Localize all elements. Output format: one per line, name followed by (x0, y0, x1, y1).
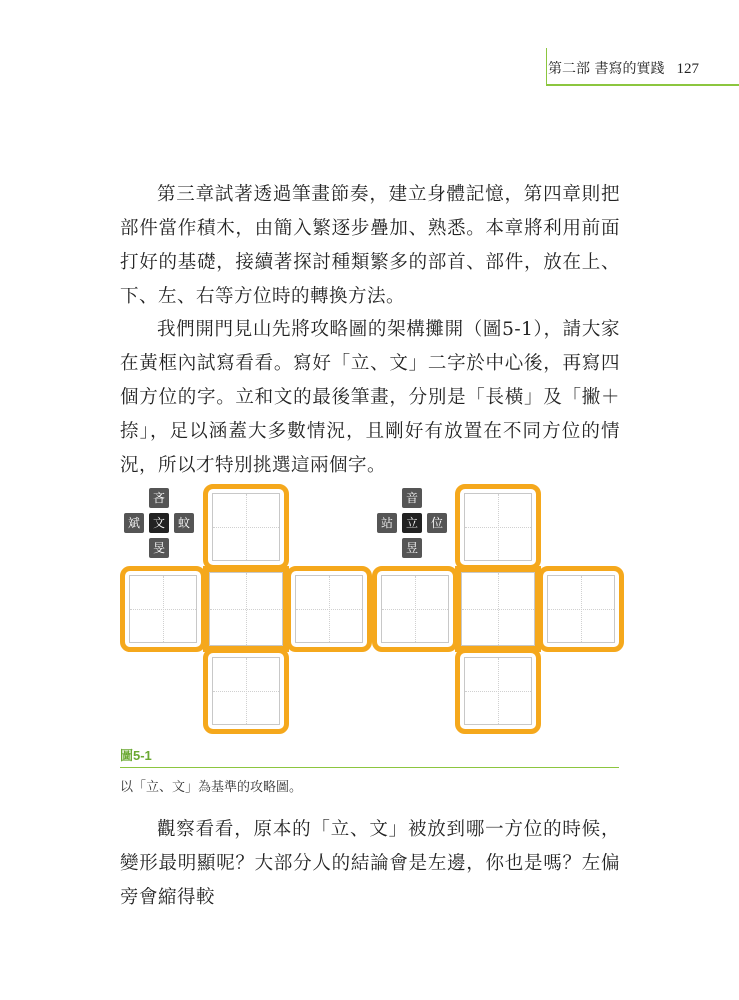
figure-rule (120, 767, 619, 768)
running-head-title: 第二部 書寫的實踐 (548, 61, 665, 77)
body-paragraph: 我們開門見山先將攻略圖的架構攤開（圖5-1），請大家在黃框內試寫看看。寫好「立、文」二字於中心後，再寫四個方位的字。立和文的最後筆畫，分別是「長橫」及「撇＋捺」，足以涵蓋大多數情況，且剛好有放置在不同方位的情況，所以才特別挑選這兩個字。 (120, 319, 620, 476)
figure-label: 圖5-1 (120, 748, 152, 763)
legend-center-char: 文 (149, 513, 169, 533)
page-number: 127 (676, 61, 699, 77)
practice-cell-left (372, 566, 458, 652)
figure-caption: 以「立、文」為基準的攻略圖。 (120, 780, 303, 795)
practice-cell-right (538, 566, 624, 652)
running-head (548, 58, 698, 78)
header-divider (546, 48, 547, 84)
body-paragraph: 觀察看看，原本的「立、文」被放到哪一方位的時候，變形最明顯呢？大部分人的結論會是左邊，你也是嗎？左偏旁會縮得較 (120, 819, 620, 908)
practice-cell-top (455, 484, 541, 570)
legend-center-char: 立 (402, 513, 422, 533)
practice-cell-bottom (203, 648, 289, 734)
figure-5-1 (0, 480, 739, 750)
legend-top-char: 吝 (149, 488, 169, 508)
header-rule (546, 84, 739, 86)
practice-cell-center (455, 566, 541, 652)
practice-cell-left (120, 566, 206, 652)
practice-cross-wen (120, 480, 365, 730)
legend-top-char: 音 (402, 488, 422, 508)
legend-bottom-char: 旻 (149, 538, 169, 558)
practice-cell-center (203, 566, 289, 652)
legend-right-char: 位 (427, 513, 447, 533)
legend-right-char: 蚊 (174, 513, 194, 533)
legend-left-char: 站 (377, 513, 397, 533)
body-paragraph: 第三章試著透過筆畫節奏，建立身體記憶，第四章則把部件當作積木，由簡入繁逐步疊加、熟悉。本章將利用前面打好的基礎，接續著探討種類繁多的部首、部件，放在上、下、左、右等方位時的轉換方法。 (120, 184, 620, 307)
practice-cell-right (286, 566, 372, 652)
legend-left-char: 斌 (124, 513, 144, 533)
practice-cell-top (203, 484, 289, 570)
legend-bottom-char: 昱 (402, 538, 422, 558)
practice-cell-bottom (455, 648, 541, 734)
practice-cross-li (372, 480, 617, 730)
